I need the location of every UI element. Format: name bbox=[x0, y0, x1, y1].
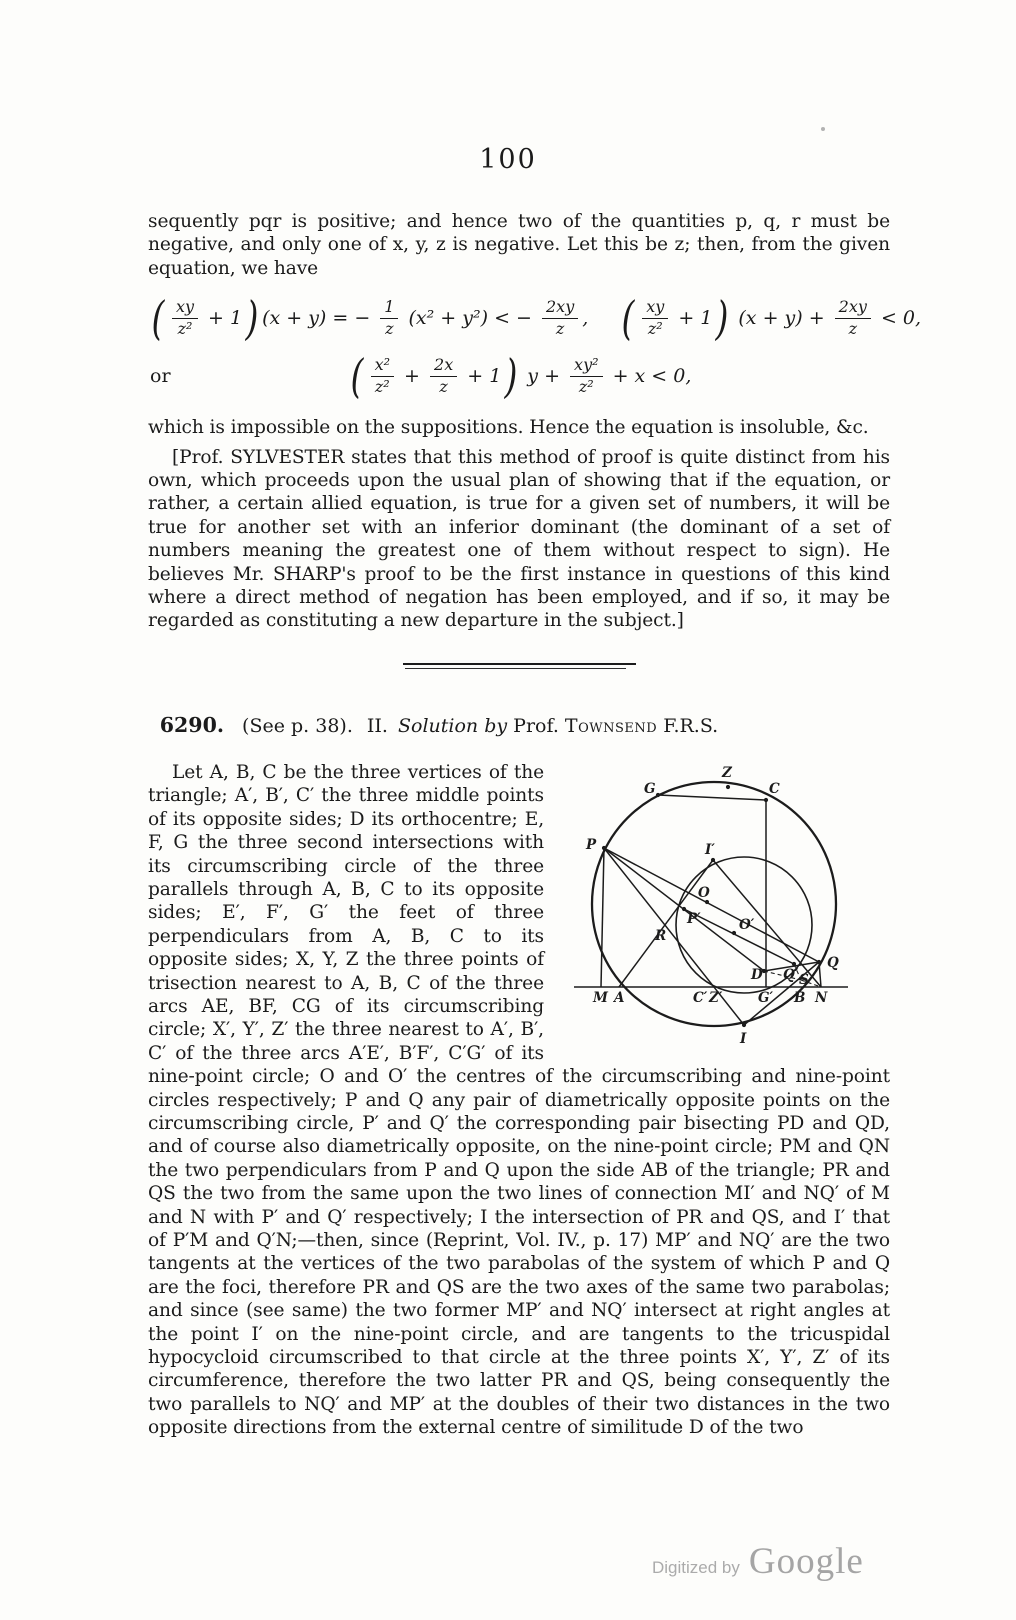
section-divider bbox=[403, 663, 636, 669]
figure-label-R: R bbox=[655, 927, 667, 944]
problem-reference: (See p. 38). bbox=[242, 714, 353, 737]
solution-section bbox=[148, 761, 890, 1440]
figure-label-C: C bbox=[769, 780, 780, 797]
figure-label-I: I bbox=[740, 1030, 747, 1047]
page-number: 100 bbox=[479, 144, 537, 175]
figure-label-Q-prime: Q′ bbox=[783, 966, 799, 983]
figure-point bbox=[711, 858, 715, 862]
paragraph-sylvester-note: [Prof. SYLVESTER states that this method of proof is quite distinct from his own, which proceeds upon the usual plan of showing that if the equation, or rather, a certain allied equation, is true for a given set of numbers, it will be true for another set with an inferior dominant (the dominant of a set of numbers meaning the greatest one of them without respect to sign). He believes Mr. SHARP's proof to be the first instance in questions of this kind where a direct method of negation has been employed, and if so, it may be regarded as constituting a new departure in the subject.] bbox=[148, 446, 890, 632]
figure-point bbox=[656, 793, 660, 797]
figure-label-Q: Q bbox=[827, 954, 839, 971]
figure-line bbox=[819, 962, 821, 987]
problem-heading bbox=[148, 713, 890, 737]
figure-label-O: O bbox=[698, 884, 710, 901]
watermark-text: Digitized by bbox=[652, 1558, 740, 1577]
figure-label-Z-prime: Z′ bbox=[709, 989, 723, 1006]
figure-label-A: A bbox=[614, 989, 625, 1006]
author-name: Townsend bbox=[564, 714, 658, 737]
equation-line-1: ( $\frac{xy}{\text{z²}}$ + 1 ) (x + y) = − $\frac{1}{z}$ (x² + y²) < − $\frac{2xy}{z}$ , ( $\frac{xy}{\text{z²}}$ + 1 ) (x + y) + $\frac{2xy}{z}$ < 0, bbox=[151, 291, 922, 346]
figure-point bbox=[792, 962, 796, 966]
google-logo-text: Google bbox=[748, 1541, 864, 1582]
problem-number: 6290. bbox=[159, 712, 224, 737]
figure-point bbox=[726, 785, 730, 789]
figure-label-Z: Z bbox=[722, 764, 732, 781]
figure-point bbox=[817, 960, 821, 964]
paragraph-continuation: sequently pqr is positive; and hence two of the quantities p, q, r must be negative, and only one of x, y, z is negative. Let this be z; then, from the given equation, we have bbox=[148, 211, 890, 279]
figure-point bbox=[732, 931, 736, 935]
solution-by-label: Solution by bbox=[398, 714, 508, 737]
figure-line bbox=[658, 795, 766, 800]
figure-label-P: P bbox=[586, 836, 597, 853]
figure-label-G: G bbox=[644, 780, 656, 797]
figure-label-B: B bbox=[794, 989, 806, 1006]
equation-line-2 bbox=[148, 348, 890, 404]
figure-label-O-prime: O′ bbox=[739, 916, 755, 933]
divider-rule-bottom bbox=[405, 668, 626, 669]
divider-rule-top bbox=[403, 663, 636, 665]
geometry-figure bbox=[556, 757, 854, 1049]
figure-line bbox=[601, 848, 604, 987]
figure-point bbox=[764, 798, 768, 802]
figure-label-G-prime: G′ bbox=[758, 989, 774, 1006]
solution-text: Let A, B, C be the three vertices of the triangle; A′, B′, C′ the three middle points of its opposite sides; D its orthocentre; E, F, G the three second intersections with its circumscribing circle of the three parallels through A, B, C to its opposite sides; E′, F′, G′ the feet of three perpendiculars from A, B, C to its opposite sides; X, Y, Z the three points of trisection nearest to A, B, C of the three arcs AE, BF, CG of its circumscribing circle; X′, Y′, Z′ the three nearest to A′, B′, C′ of the three arcs A′E′, B′F′, C′G′ of its nine-point circle; O and O′ the centres of the circumscribing and nine-point circles respectively; P and Q any pair of diametrically opposite points on the circumscribing circle, P′ and Q′ the corresponding pair bisecting PD and QD, and of course also diametrically opposite, on the nine-point circle; PM and QN the two perpendiculars from P and Q upon the side AB of the triangle; PR and QS the two from the same upon the two lines of connection MI′ and NQ′ of M and N with P′ and Q′ respectively; I the intersection of PR and QS, and I′ that of P′M and Q′N;—then, since (Reprint, Vol. IV., p. 17) MP′ and NQ′ are the two tangents at the vertices of the two parabolas of the system of which P and Q are the foci, therefore PR and QS are the two axes of the same two parabolas; and since (see same) the two former MP′ and NQ′ intersect at right angles at the point I′ on the nine-point circle, and are tangents to the tricuspidal hypocycloid circumscribed to that circle at the three points X′, Y′, Z′ of its circumference, therefore the two latter PR and QS, being consequently the two parallels to NQ′ and MP′ at the doubles of their two distances in the two opposite directions from the external centre of similitude D of the two bbox=[148, 761, 890, 1439]
google-watermark bbox=[652, 1540, 864, 1583]
figure-label-C-prime: C′ bbox=[693, 989, 708, 1006]
author-title: Prof. bbox=[513, 714, 559, 737]
figure-line bbox=[713, 860, 821, 987]
author-honors: F.R.S. bbox=[663, 714, 719, 737]
text-column bbox=[148, 210, 922, 1440]
figure-label-P-prime: P′ bbox=[687, 910, 701, 927]
figure-point bbox=[742, 1023, 746, 1027]
figure-point bbox=[682, 907, 686, 911]
equation-2-expression: ( $\frac{\text{x²}}{\text{z²}}$ + $\frac{2x}{z}$ + 1 ) y + $\frac{\text{xy²}}{\text{z²}}$ + x < 0, bbox=[350, 349, 692, 404]
or-label: or bbox=[150, 365, 171, 388]
figure-label-I-prime: I′ bbox=[705, 841, 715, 858]
figure-line bbox=[604, 848, 744, 1025]
figure-label-D: D bbox=[751, 966, 763, 983]
figure-point bbox=[602, 846, 606, 850]
paragraph-conclusion: which is impossible on the suppositions. Hence the equation is insoluble, &c. bbox=[148, 417, 869, 439]
solution-part: II. bbox=[366, 714, 388, 737]
figure-label-S: S bbox=[799, 971, 809, 988]
scan-speck bbox=[821, 127, 825, 131]
figure-label-M: M bbox=[593, 989, 608, 1006]
geometry-figure-svg bbox=[556, 757, 854, 1049]
figure-label-N: N bbox=[815, 989, 828, 1006]
